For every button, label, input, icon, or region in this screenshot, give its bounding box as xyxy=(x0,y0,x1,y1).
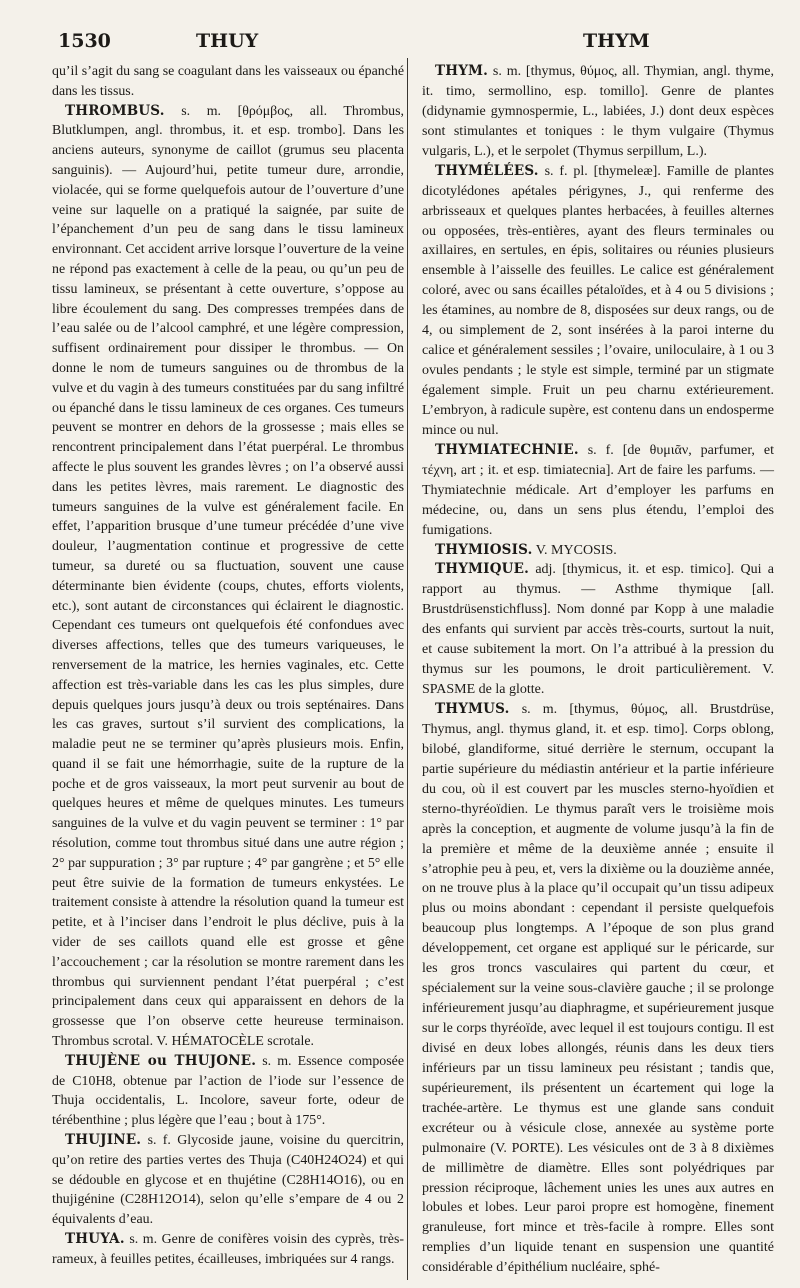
entry-thymique xyxy=(422,560,774,700)
entry-text: s. f. [de θυμιᾶν, parfumer, et τέχνη, art ; it. et esp. timiatecnia]. Art de faire les parfums. — Thymiatechnie médicale. Art d’employer les parfums en médecine, ou, dans un sens plus étendu, l’emploi des fumigations. xyxy=(422,442,774,538)
entry-thymiosis xyxy=(422,541,774,561)
column-divider xyxy=(407,58,408,1280)
running-head xyxy=(0,30,800,60)
entry-headword: THUYA. xyxy=(65,1231,125,1248)
entry-headword: THROMBUS. xyxy=(65,102,165,119)
entry-headword: THYMÉLÉES. xyxy=(435,162,539,179)
entry-headword: THUJINE. xyxy=(65,1132,142,1149)
entry-text: s. m. [thymus, θύμος, all. Thymian, angl. thyme, it. timo, sermollino, esp. tomillo]. Genre de plantes (didynamie gymnospermie, L., labiées, J.) dont deux espèces sont stimulantes et toniques : le thym vulgaire (Thymus vulgaris, L.), et le serpolet (Thymus serpillum, L.). xyxy=(422,64,775,159)
entry-thrombus xyxy=(52,102,404,1052)
entry-headword: THYMUS. xyxy=(435,701,510,717)
entry-text: s. m. [thymus, θύμος, all. Brustdrüse, Thymus, angl. thymus gland, it. et esp. timo]. Corps oblong, bilobé, glandiforme, situé derrière le sternum, occupant la partie supérieure du médiastin antérieur et la partie inférieure du cou, où il est couvert par les muscles sterno-hyoïdien et sterno-thyréoïdien. Le thymus paraît vers le troisième mois après la conception, et augmente de volume jusqu’à la fin de la première et même de la deuxième année ; ensuite il s’atrophie peu à peu, et, vers la dixième ou la douzième année, on ne trouve plus à la place qu’il occupait qu’un tissu adipeux plus ou moins abondant : cependant il persiste quelquefois beaucoup plus longtemps. A l’époque de son plus grand développement, cet organe est appliqué sur le péricarde, sur les gros troncs vasculaires qui partent du cœur, et spécialement sur la veine sous-clavière gauche ; il se prolonge inférieurement jusqu’au diaphragme, et supérieurement jusque sur le corps thyréoïde, avec lequel il est toujours contigu. Il est divisé en deux lobes allongés, réunis dans les deux tiers inférieurs par un tissu lamineux peu résistant ; tandis que, supérieurement, ils présentent un écartement qui loge la trachée-artère. Le thymus est une glande sans conduit excréteur ou à vésicule close, annexée au système porte pulmonaire (V. PORTE). Les vésicules ont de 3 à 8 dixièmes de millimètre de diamètre. Elles sont polyédriques par pression réciproque, lâchement unies les unes aux autres en lobules et lobes. Leur paroi propre est homogène, finement granuleuse, fort mince et très-facile à rompre. Elles sont remplies d’un liquide tenant en suspension une quantité considérable d’épithélium nucléaire, sphé- xyxy=(422,702,774,1276)
entry-text: s. f. Glycoside jaune, voisine du quercitrin, qu’on retire des parties vertes des Thuja (C40H24O24) et qui se dédouble en glycose et en thujétine (C28H14O16), ou en thujigénine (C28H12O14), selon qu’elle s’empare de 4 ou 2 équivalents d’eau. xyxy=(52,1133,404,1228)
entry-headword: THYM. xyxy=(435,63,489,79)
entry-headword: THUJÈNE ou THUJONE. xyxy=(65,1052,257,1069)
entry-thujine xyxy=(52,1131,404,1230)
entry-text: s. m. [θρόμβος, all. Thrombus, Blutklumpen, angl. thrombus, it. et esp. trombo]. Dans les anciens auteurs, synonyme de caillot (grumus seu placenta sanguinis). — Aujourd’hui, petite tumeur dure, arrondie, violacée, qui se forme quelquefois autour de l’ouverture d’une veine sur laquelle on a pratiqué la saignée, par suite de l’épanchement d’un peu de sang dans le tissu lamineux environnant. Cet accident arrive lorsque l’ouverture de la veine ne répond pas exactement à celle de la peau, ou qu’un peu de tissu lamineux, se présentant à cette ouverture, s’oppose au libre écoulement du sang. Des compresses trempées dans de l’eau salée ou de l’alcool camphré, et une légère compression, suffisent ordinairement pour dissiper le thrombus. — On donne le nom de tumeurs sanguines ou de thrombus de la vulve et du vagin à des tumeurs constituées par du sang infiltré ou épanché dans le tissu lamineux de ces organes. Ces tumeurs peuvent se montrer en dehors de la grossesse ; mais elles se rencontrent principalement dans l’état puerpéral. Le thrombus affecte le plus souvent les grandes lèvres ; on l’a observé aussi dans les petites lèvres, mais rarement. Le diagnostic des tumeurs sanguines de la vulve est généralement facile. En effet, l’apparition brusque d’une tumeur précédée d’une vive douleur, l’augmentation continue et progressive de cette tumeur, sa dureté ou sa fluctuation, souvent une cause déterminante bien évidente (coups, chutes, efforts violents, etc.), sont autant de circonstances qui éclairent le diagnostic. Cependant ces tumeurs ont quelquefois été confondues avec diverses affections, telles que des tumeurs variqueuses, le renversement de la matrice, les hernies vaginales, etc. Cette affection est très-variable dans les cas les plus simples, dure depuis quelques jours jusqu’à deux ou trois septénaires. Dans les cas graves, surtout s’il survient des complications, la maladie peut ne se terminer qu’après plusieurs mois. Enfin, quand il se fait une hémorrhagie, suite de la rupture de la poche et de gros vaisseaux, la mort peut survenir au bout de quelques heures et même de quelques minutes. Les tumeurs sanguines de la vulve et du vagin peuvent se terminer : 1° par résolution, comme tout thrombus situé dans une autre région ; 2° par suppuration ; 3° par rupture ; 4° par gangrène ; et 5° elle peut être suivie de la formation de tumeurs enkystées. Le traitement consiste à attendre la résolution quand la tumeur est petite, et à l’inciser dans l’endroit le plus déclive, puis à la vider de ses caillots quand elle est grosse et gêne l’accouchement ; car la résolution se montre rarement dans les thrombus qui surviennent pendant l’état puerpéral ; c’est principalement dans ceux qui apparaissent en dehors de la grossesse que l’on observe cette heureuse terminaison. Thrombus scrotal. V. HÉMATOCÈLE scrotale. xyxy=(52,103,404,1050)
entry-headword: THYMIOSIS. xyxy=(435,541,533,558)
right-running-title: THYM xyxy=(583,30,650,52)
entry-continuation xyxy=(52,62,404,102)
left-running-title: THUY xyxy=(196,30,259,52)
left-column xyxy=(52,62,404,1270)
entry-headword: THYMIQUE. xyxy=(435,561,530,578)
entry-thymelees xyxy=(422,162,774,441)
entry-text: V. MYCOSIS. xyxy=(535,542,617,558)
page-number: 1530 xyxy=(58,30,111,52)
entry-thym xyxy=(422,62,774,162)
entry-text: s. f. pl. [thymeleæ]. Famille de plantes dicotylédones apétales périgynes, J., qui renferme des arbrisseaux et quelques plantes herbacées, à feuilles alternes ou opposées, très-entières, ayant des fleurs terminales ou axillaires, en sertules, en épis, solitaires ou réunies plusieurs ensemble à l’aisselle des feuilles. Le calice est généralement coloré, avec ou sans écailles pétaloïdes, et à 4 ou 5 divisions ; les étamines, au nombre de 8, disposées sur deux rangs, ou de 4, ou simplement de 2, sont insérées à la paroi interne du calice et généralement sessiles ; l’ovaire, uniloculaire, à 1 ou 3 ovules pendants ; le style est simple, terminé par un stigmate également simple. Fruit un peu charnu extérieurement. L’embryon, à radicule supère, est contenu dans un endosperme mince ou nul. xyxy=(422,163,774,438)
entry-text: adj. [thymicus, it. et esp. timico]. Qui a rapport au thymus. — Asthme thymique [all. Brustdrüsenstichfluss]. Nom donné par Kopp à une maladie des enfants qui survient par accès très-courts, surtout la nuit, et cause subitement la mort. On l’a attribué à la pression du thymus sur les poumons, le droit particulièrement. V. SPASME de la glotte. xyxy=(422,562,775,698)
entry-text: s. m. Essence composée de C10H8, obtenue par l’action de l’iode sur l’essence de Thuja occidentalis, L. Incolore, saveur forte, odeur de térébenthine ; plus légère que l’eau ; bout à 175°. xyxy=(52,1053,404,1129)
right-column xyxy=(422,62,774,1278)
entry-thuya xyxy=(52,1230,404,1270)
entry-thujene xyxy=(52,1052,404,1131)
entry-thymiatechnie xyxy=(422,441,774,541)
entry-thymus xyxy=(422,700,774,1278)
entry-headword: THYMIATECHNIE. xyxy=(435,441,579,458)
entry-text: s. m. Genre de conifères voisin des cyprès, très-rameux, à feuilles petites, écailleuses, imbriquées sur 4 rangs. xyxy=(52,1232,404,1267)
entry-text: qu’il s’agit du sang se coagulant dans les vaisseaux ou épanché dans les tissus. xyxy=(52,64,404,99)
